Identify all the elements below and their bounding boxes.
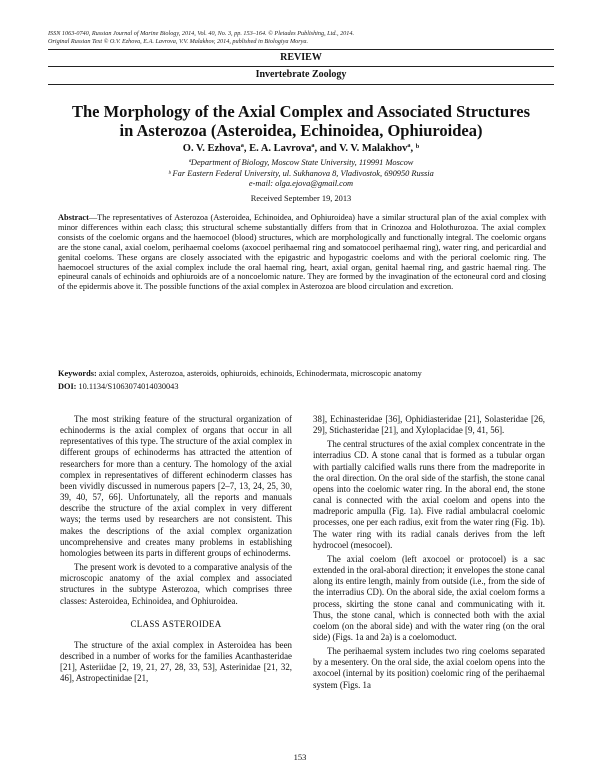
keywords-label: Keywords: [58, 369, 97, 378]
abstract-label: Abstract [58, 213, 89, 222]
asteroidea-paragraph-1-continued: 38], Echinasteridae [36], Ophidiasteridae [21], Solasteridae [26, 29], Stichasteridae [21], and Xyloplacidae [9, 41, 56]. [313, 414, 545, 436]
intro-paragraph-2: The present work is devoted to a comparative analysis of the microscopic anatomy of the axial complex and associated structures in the subtype Asterozoa, which comprises three classes: Asteroidea, Echinoidea, and Ophiuroidea. [60, 562, 292, 606]
contact-email: e-mail: olga.ejova@gmail.com [248, 179, 354, 188]
author-list: O. V. Ezhovaª, E. A. Lavrovaª, and V. V. Malakhovª, ᵇ [182, 143, 420, 154]
asteroidea-paragraph-1: The structure of the axial complex in Asteroidea has been described in a number of works for the families Acanthasteridae [21], Asteriidae [2, 19, 21, 27, 28, 33, 53], Asterinidae [21, 32, 46], Astropectinidae [21, [60, 639, 292, 684]
paper-title [48, 102, 554, 140]
original-text-line: Original Russian Text © O.V. Ezhova, E.A. Lavrova, V.V. Malakhov, 2014, published in Biologiya Morya. [48, 38, 309, 45]
title-line-1: The Morphology of the Axial Complex and Associated Structures [71, 102, 531, 121]
central-structures-paragraph: The central structures of the axial complex concentrate in the interradius CD. A stone canal that is formed as a tubular organ with partially calcified walls runs there from the madreporite in the oral direction. On the oral side of the starfish, the stone canal opens into the coelomic water ring. In the aboral end, the stone canal is connected with the axial coelom and opens into the madreporic ampulla (Fig. 1a). Five radial ambulacral coelomic processes, one per each radius, exit from the water ring (Fig. 1b). The water ring with its radial canals derives from the left hydrocoel (mesocoel). [313, 439, 545, 550]
affiliation-b: ᵇ Far Eastern Federal University, ul. Sukhanova 8, Vladivostok, 690950 Russia [168, 168, 434, 178]
left-column [60, 414, 292, 684]
doi-text: 10.1134/S1063074014030043 [76, 382, 179, 391]
subsection-label: Invertebrate Zoology [255, 69, 347, 80]
journal-citation-line: ISSN 1063-0740, Russian Journal of Marine Biology, 2014, Vol. 40, No. 3, pp. 153–164. © Pleiades Publishing, Ltd., 2014. [48, 30, 354, 37]
received-date: Received September 19, 2013 [250, 194, 352, 203]
section-label: REVIEW [280, 52, 322, 63]
affiliations [48, 158, 554, 190]
doi [58, 382, 178, 392]
intro-paragraph-1: The most striking feature of the structural organization of echinoderms is the axial complex of organs that occur in all representatives of this type. The structure of the axial complex in different groups of echinoderms has attracted the attention of researchers for more than a century. The homology of the axial complex in representatives of different echinoderm classes has been vividly discussed in numerous papers [2–7, 13, 24, 25, 30, 39, 40, 57, 66]. Unfortunately, all the reports and manuals describe the structure of the axial complex in very different ways; the terms used by researchers are not consistent. This makes the descriptions of the axial complex organization uncomprehensive and creates many problems in establishing homologies between its parts in different groups of echinoderms. [60, 414, 292, 558]
header-divider-middle [48, 66, 554, 67]
affiliation-a: ªDepartment of Biology, Moscow State University, 119991 Moscow [188, 158, 414, 167]
page-number: 153 [293, 752, 307, 762]
axial-coelom-paragraph: The axial coelom (left axocoel or protocoel) is a sac extended in the oral-aboral direction; it envelopes the stone canal along its entire length, mainly from outside (i.e., from the side of the interradius CD). On the aboral side, the axial coelom forms a process, skirting the stone canal and communicating with it. Thus, the stone canal, which is connected both with the axial coelom (on the aboral side) and with the water ring (on the oral side) (Figs. 1a and 2a) is a coelomoduct. [313, 553, 545, 642]
right-column [313, 414, 545, 691]
title-line-2: in Asterozoa (Asteroidea, Echinoidea, Ophiuroidea) [119, 121, 483, 140]
journal-header [48, 30, 354, 46]
perihaemal-system-paragraph: The perihaemal system includes two ring coeloms separated by a mesentery. On the oral side, the axial coelom opens into the axocoel (internal by its position) coelomic ring of the perihaemal system (Figs. 1a [313, 646, 545, 690]
abstract [58, 213, 546, 292]
keywords-text: axial complex, Asterozoa, asteroids, ophiuroids, echinoids, Echinodermata, microscopic anatomy [96, 369, 422, 378]
header-divider-top [48, 49, 554, 50]
abstract-text: —The representatives of Asterozoa (Asteroidea, Echinoidea, and Ophiuroidea) have a similar structural plan of the axial complex with minor differences within each class; this structural scheme substantially differs from that in Crinozoa and Holothurozoa. The axial complex consists of the coelomic organs and the haemocoel (blood) structures, which are morphologically and functionally integral. The coelomic organs are the stone canal, axial coelom, perihaemal coeloms (axocoel perihaemal ring and somatocoel perihaemal ring), water ring, and pericardial and genital coeloms. These organs are closely associated with the epigastric and hypogastric coeloms and with the perioral coelomic ring. The haemocoel structures of the axial complex include the oral haemal ring, heart, axial organ, genital haemal ring, and gastric haemal ring. The epineural canals of echinoids and ophiuroids are of a noncoelomic nature. They are formed by the invagination of the ectoneural cord and closing of the epidermis above it. The possible functions of the axial complex in Asterozoa are blood circulation and excretion. [58, 213, 546, 292]
section-heading-asteroidea: CLASS ASTEROIDEA [130, 618, 222, 629]
header-divider-bottom [48, 84, 554, 85]
keywords [58, 369, 422, 379]
doi-label: DOI: [58, 382, 77, 391]
